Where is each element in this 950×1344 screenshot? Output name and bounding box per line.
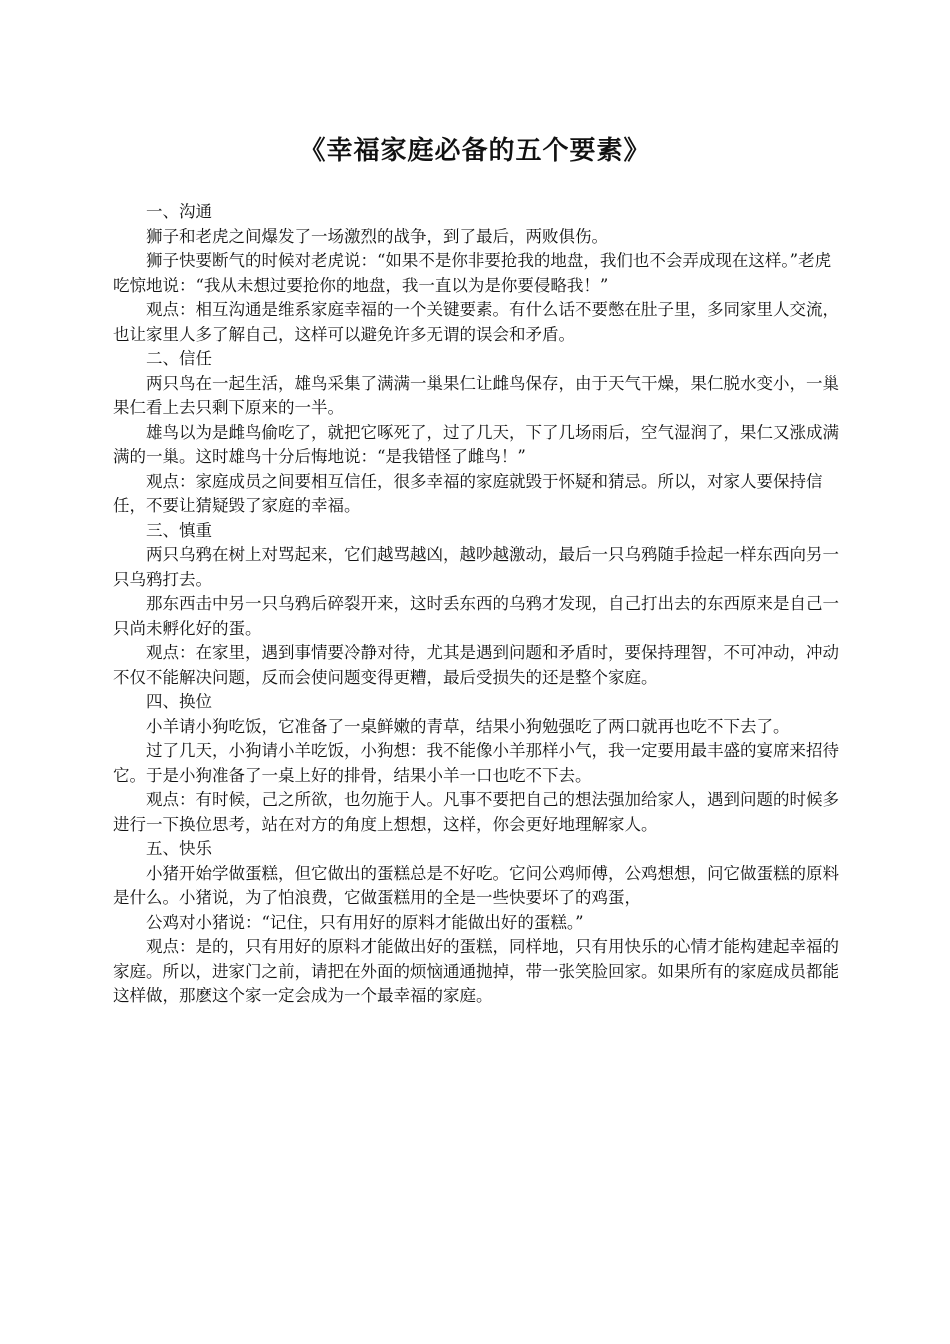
paragraph: 观点：是的，只有用好的原料才能做出好的蛋糕，同样地，只有用快乐的心情才能构建起幸福的家庭。所以，进家门之前，请把在外面的烦恼通通抛掉，带一张笑脸回家。如果所有的家庭成员都能这样做，那麽这个家一定会成为一个最幸福的家庭。 [113,937,839,1005]
paragraph: 观点：有时候，己之所欲，也勿施于人。凡事不要把自己的想法强加给家人，遇到问题的时候多进行一下换位思考，站在对方的角度上想想，这样，你会更好地理解家人。 [113,790,839,834]
section-heading: 二、信任 [146,349,212,368]
paragraph: 观点：在家里，遇到事情要冷静对待，尤其是遇到问题和矛盾时，要保持理智，不可冲动，冲动不仅不能解决问题，反而会使问题变得更糟，最后受损失的还是整个家庭。 [113,643,839,687]
section-happiness [113,837,839,1009]
paragraph: 观点：家庭成员之间要相互信任，很多幸福的家庭就毁于怀疑和猜忌。所以，对家人要保持信任，不要让猜疑毁了家庭的幸福。 [113,471,823,515]
section-heading: 一、沟通 [146,202,212,221]
section-trust [113,347,839,519]
document-body [113,200,839,1009]
paragraph: 狮子快要断气的时候对老虎说：“如果不是你非要抢我的地盘，我们也不会弄成现在这样。”老虎吃惊地说：“我从未想过要抢你的地盘，我一直以为是你要侵略我！” [113,251,832,295]
paragraph: 过了几天，小狗请小羊吃饭，小狗想：我不能像小羊那样小气，我一定要用最丰盛的宴席来招待它。于是小狗准备了一桌上好的排骨，结果小羊一口也吃不下去。 [113,741,839,785]
paragraph: 小猪开始学做蛋糕，但它做出的蛋糕总是不好吃。它问公鸡师傅，公鸡想想，问它做蛋糕的原料是什么。小猪说，为了怕浪费，它做蛋糕用的全是一些快要坏了的鸡蛋， [113,863,839,907]
section-heading: 四、换位 [146,692,212,711]
document-title: 《幸福家庭必备的五个要素》 [299,136,651,166]
paragraph: 两只鸟在一起生活，雄鸟采集了满满一巢果仁让雌鸟保存，由于天气干燥，果仁脱水变小，一巢果仁看上去只剩下原来的一半。 [113,373,839,417]
paragraph: 公鸡对小猪说：“记住，只有用好的原料才能做出好的蛋糕。” [146,912,584,932]
paragraph: 两只乌鸦在树上对骂起来，它们越骂越凶，越吵越激动，最后一只乌鸦随手捡起一样东西向另一只乌鸦打去。 [113,545,839,589]
paragraph: 狮子和老虎之间爆发了一场激烈的战争，到了最后，两败俱伤。 [146,226,608,246]
section-communication [113,200,839,347]
section-empathy [113,690,839,837]
paragraph: 雄鸟以为是雌鸟偷吃了，就把它啄死了，过了几天，下了几场雨后，空气湿润了，果仁又涨成满满的一巢。这时雄鸟十分后悔地说：“是我错怪了雌鸟！” [113,422,839,466]
paragraph: 观点：相互沟通是维系家庭幸福的一个关键要素。有什么话不要憋在肚子里，多同家里人交流，也让家里人多了解自己，这样可以避免许多无谓的误会和矛盾。 [113,300,839,344]
paragraph: 那东西击中另一只乌鸦后碎裂开来，这时丢东西的乌鸦才发现，自己打出去的东西原来是自己一只尚未孵化好的蛋。 [113,594,839,638]
paragraph: 小羊请小狗吃饭，它准备了一桌鲜嫩的青草，结果小狗勉强吃了两口就再也吃不下去了。 [146,716,790,736]
section-heading: 五、快乐 [146,839,212,858]
section-heading: 三、慎重 [146,520,212,540]
section-prudence [113,519,839,691]
